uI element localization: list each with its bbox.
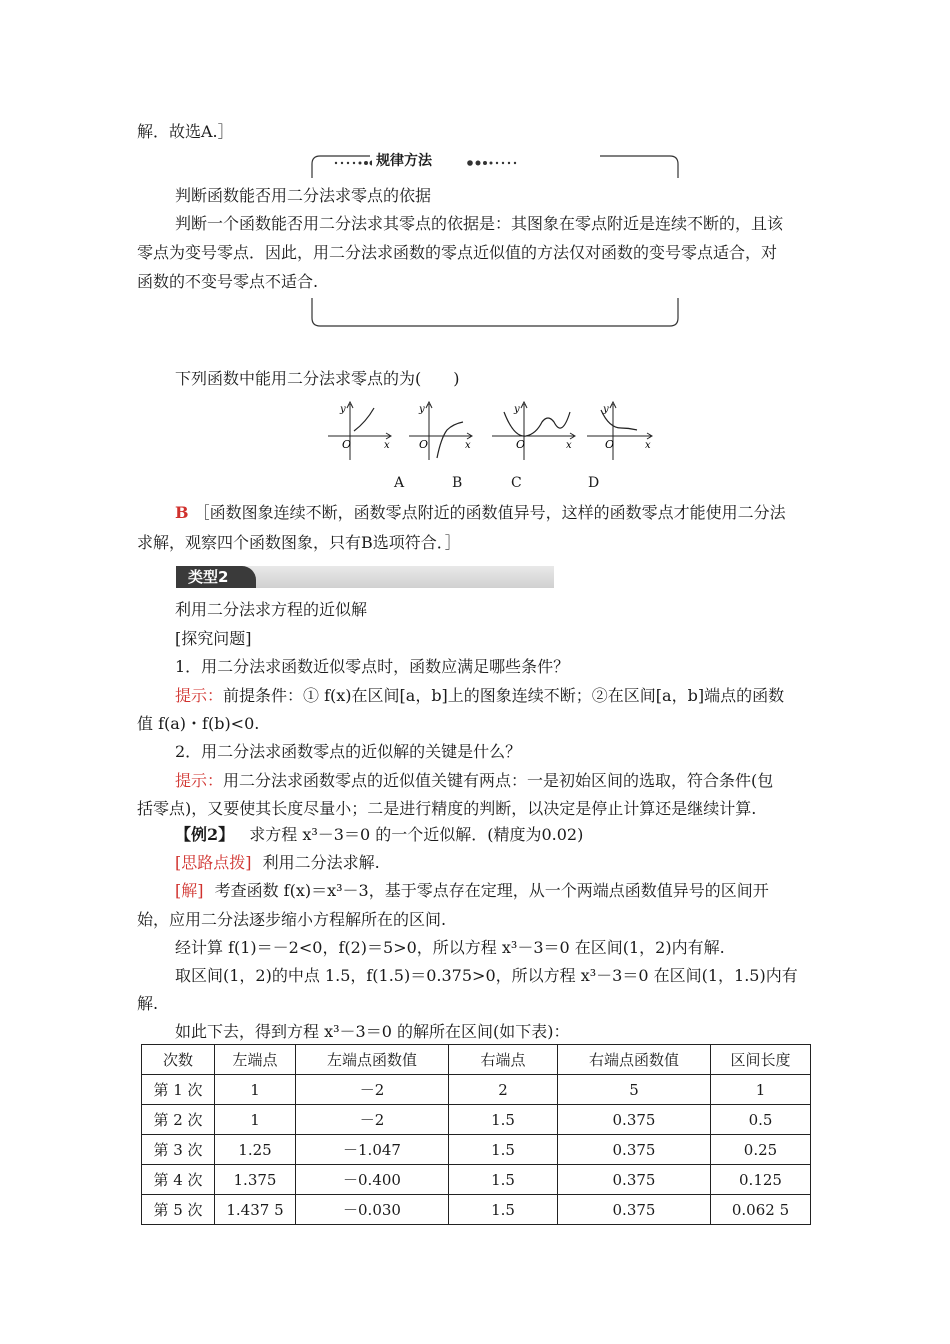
solution-line-4: 取区间(1，2)的中点 1.5，f(1.5)＝0.375>0，所以方程 x³－3＝0 在区间(1，1.5)内有 — [175, 966, 798, 985]
idea-line — [175, 853, 380, 873]
idea-text: 利用二分法求解. — [262, 853, 380, 872]
table-cell: 1.5 — [449, 1165, 558, 1195]
hint-label-2: 提示： — [175, 771, 224, 790]
table-cell: 第 5 次 — [142, 1195, 215, 1225]
table-cell: 1.5 — [449, 1195, 558, 1225]
table-cell: 1.375 — [215, 1165, 296, 1195]
graph-d-origin: O — [605, 438, 615, 451]
table-row — [142, 1135, 811, 1165]
table-cell: 1.5 — [449, 1105, 558, 1135]
table-cell: 0.375 — [558, 1135, 711, 1165]
rule-paragraph-1: 判断一个函数能否用二分法求其零点的依据是：其图象在零点附近是连续不断的，且该 — [175, 214, 784, 233]
intro-line: 解．故选A.］ — [137, 122, 234, 141]
table-cell: 1 — [215, 1105, 296, 1135]
table-cell: 0.5 — [711, 1105, 811, 1135]
graph-d — [585, 398, 660, 462]
solution-line-6: 如此下去，得到方程 x³－3＝0 的解所在区间(如下表)： — [175, 1022, 570, 1041]
explore-label: [探究问题] — [175, 629, 252, 648]
hint-label-1: 提示： — [175, 686, 224, 705]
graph-b-x-label: x — [465, 440, 471, 451]
solution-text-1: 考查函数 f(x)＝x³－3，基于零点存在定理，从一个两端点函数值异号的区间开 — [214, 881, 769, 900]
graph-a — [326, 398, 396, 462]
hint-1-line-2: 值 f(a)・f(b)<0. — [137, 714, 260, 733]
table-header: 右端点 — [449, 1045, 558, 1075]
table-header: 右端点函数值 — [558, 1045, 711, 1075]
graph-b-y-label: y — [419, 404, 425, 415]
table-cell: 5 — [558, 1075, 711, 1105]
bisection-table — [141, 1044, 811, 1225]
table-cell: 0.25 — [711, 1135, 811, 1165]
graph-d-y-label: y — [603, 404, 609, 415]
table-cell: 第 3 次 — [142, 1135, 215, 1165]
table-cell: 0.375 — [558, 1165, 711, 1195]
table-cell: 0.062 5 — [711, 1195, 811, 1225]
type-tab: 类型2 — [176, 566, 256, 588]
table-cell: 第 4 次 — [142, 1165, 215, 1195]
table-header: 区间长度 — [711, 1045, 811, 1075]
question-2: 2．用二分法求函数零点的近似解的关键是什么？ — [175, 742, 522, 761]
hint-2-text: 用二分法求函数零点的近似值关键有两点：一是初始区间的选取，符合条件(包 — [223, 771, 774, 790]
rule-paragraph-3: 函数的不变号零点不适合. — [137, 272, 319, 291]
graph-label-b: B — [452, 475, 463, 491]
table-cell: 第 1 次 — [142, 1075, 215, 1105]
solution-line-5: 解. — [137, 994, 159, 1013]
table-cell: 1 — [711, 1075, 811, 1105]
table-cell: －2 — [296, 1075, 449, 1105]
graph-label-a: A — [394, 475, 405, 491]
rule-paragraph-2: 零点为变号零点．因此，用二分法求函数的零点近似值的方法仅对函数的变号零点适合，对 — [137, 243, 778, 262]
question-1: 1．用二分法求函数近似零点时，函数应满足哪些条件？ — [175, 657, 570, 676]
graph-label-d: D — [588, 475, 600, 491]
table-row — [142, 1105, 811, 1135]
graph-c-origin: O — [516, 438, 526, 451]
idea-label: [思路点拨] — [175, 853, 252, 872]
graph-c-y-label: y — [514, 404, 520, 415]
table-cell: －2 — [296, 1105, 449, 1135]
table-cell: 1.437 5 — [215, 1195, 296, 1225]
question-text: 下列函数中能用二分法求零点的为( ) — [175, 369, 460, 388]
example-text: 求方程 x³－3＝0 的一个近似解．(精度为0.02) — [249, 825, 584, 844]
table-row — [142, 1165, 811, 1195]
graph-label-c: C — [511, 475, 522, 491]
table-cell: 0.125 — [711, 1165, 811, 1195]
table-header-row — [142, 1045, 811, 1075]
table-header: 左端点 — [215, 1045, 296, 1075]
hint-2-line-2: 括零点)，又要使其长度尽量小；二是进行精度的判断，以决定是停止计算还是继续计算. — [137, 799, 757, 818]
table-cell: 0.375 — [558, 1105, 711, 1135]
hint-2-line-1 — [175, 771, 773, 791]
graph-d-x-label: x — [645, 440, 651, 451]
table-cell: 1.25 — [215, 1135, 296, 1165]
table-cell: －0.030 — [296, 1195, 449, 1225]
answer-line-2: 求解，观察四个函数图象，只有B选项符合．］ — [137, 533, 461, 552]
graph-a-y-label: y — [340, 404, 346, 415]
rule-box-title: 规律方法 — [372, 150, 436, 170]
table-cell: 1 — [215, 1075, 296, 1105]
graph-a-origin: O — [342, 438, 352, 451]
table-row — [142, 1075, 811, 1105]
answer-text-1: ［函数图象连续不断，函数零点附近的函数值异号，这样的函数零点才能使用二分法 — [193, 503, 786, 522]
table-cell: 2 — [449, 1075, 558, 1105]
example-line — [175, 825, 583, 845]
solution-line-3: 经计算 f(1)＝－2<0，f(2)＝5>0，所以方程 x³－3＝0 在区间(1，2)内有解. — [175, 938, 725, 957]
graph-b — [407, 398, 477, 462]
table-cell: 第 2 次 — [142, 1105, 215, 1135]
table-cell: 1.5 — [449, 1135, 558, 1165]
answer-letter: B — [175, 503, 189, 522]
graph-c — [490, 398, 580, 462]
rule-box-frame — [300, 150, 690, 332]
answer-line-1 — [175, 503, 786, 523]
section-title: 利用二分法求方程的近似解 — [175, 600, 368, 619]
hint-1-text: 前提条件：① f(x)在区间[a，b]上的图象连续不断；②在区间[a，b]端点的函数 — [223, 686, 785, 705]
rule-heading: 判断函数能否用二分法求零点的依据 — [175, 186, 432, 205]
graph-c-x-label: x — [566, 440, 572, 451]
graph-b-origin: O — [419, 438, 429, 451]
solution-line-1 — [175, 881, 769, 901]
solution-line-2: 始，应用二分法逐步缩小方程解所在的区间. — [137, 910, 447, 929]
graph-a-x-label: x — [384, 440, 390, 451]
table-header: 次数 — [142, 1045, 215, 1075]
example-label: 【例2】 — [175, 825, 235, 844]
table-cell: 0.375 — [558, 1195, 711, 1225]
table-cell: －0.400 — [296, 1165, 449, 1195]
table-row — [142, 1195, 811, 1225]
hint-1-line-1 — [175, 686, 784, 706]
solution-label: [解] — [175, 881, 204, 900]
table-cell: －1.047 — [296, 1135, 449, 1165]
table-header: 左端点函数值 — [296, 1045, 449, 1075]
